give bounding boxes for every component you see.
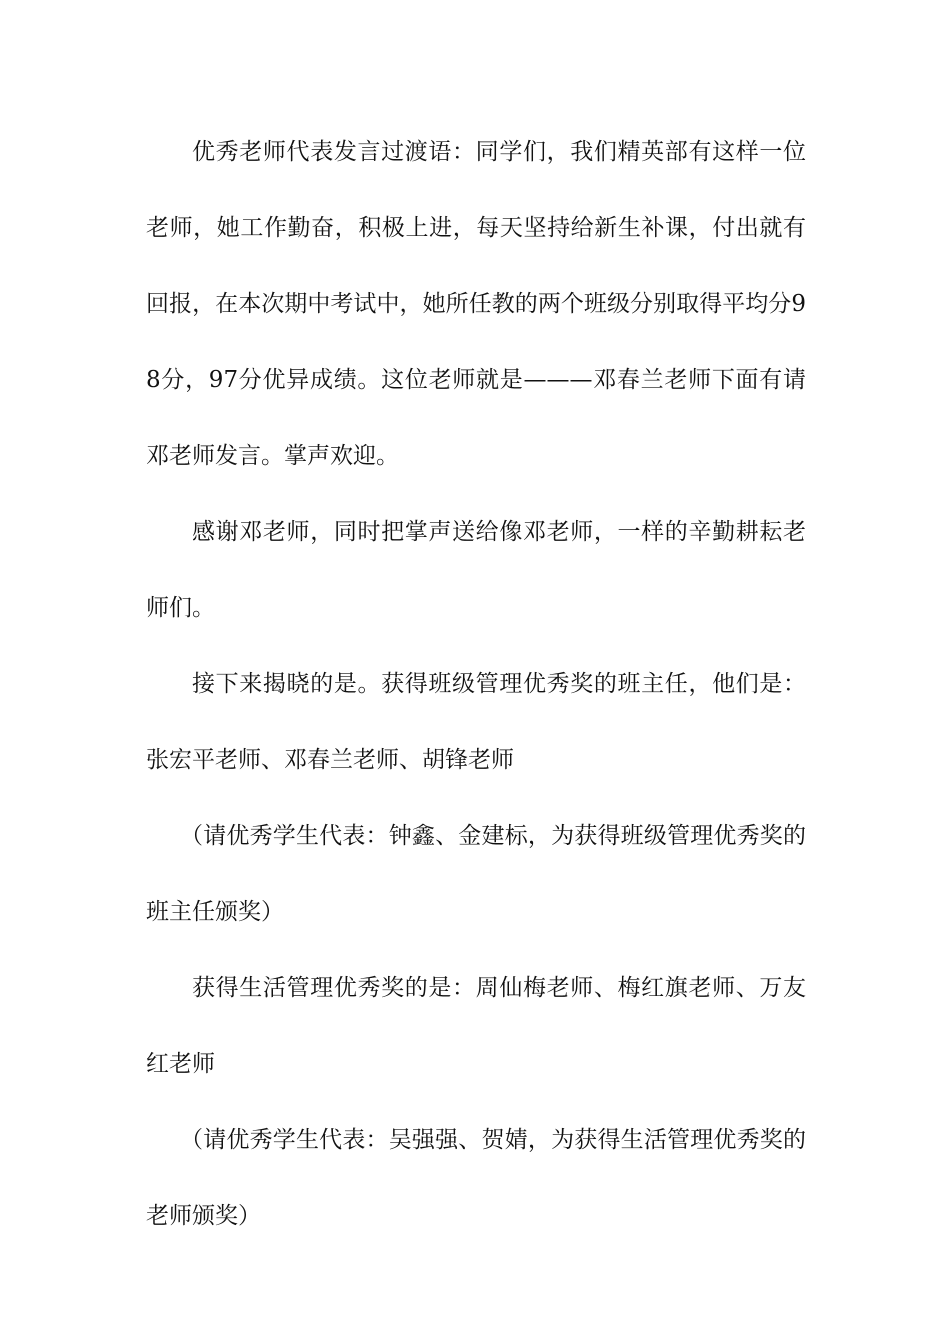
document-body xyxy=(146,114,806,1254)
paragraph-transition-speech: 优秀老师代表发言过渡语：同学们，我们精英部有这样一位老师，她工作勤奋，积极上进，每天坚持给新生补课，付出就有回报，在本次期中考试中，她所任教的两个班级分别取得平均分98分，97分优异成绩。这位老师就是———邓春兰老师下面有请邓老师发言。掌声欢迎。 xyxy=(146,139,806,469)
paragraph-life-management-award: 获得生活管理优秀奖的是：周仙梅老师、梅红旗老师、万友红老师 xyxy=(146,975,806,1077)
paragraph-thanks: 感谢邓老师，同时把掌声送给像邓老师，一样的辛勤耕耘老师们。 xyxy=(146,519,806,621)
paragraph-class-award-presenters: （请优秀学生代表：钟鑫、金建标，为获得班级管理优秀奖的班主任颁奖） xyxy=(146,823,806,925)
paragraph-class-management-award: 接下来揭晓的是。获得班级管理优秀奖的班主任，他们是：张宏平老师、邓春兰老师、胡锋老师 xyxy=(146,671,806,773)
paragraph-life-award-presenters: （请优秀学生代表：吴强强、贺婧，为获得生活管理优秀奖的老师颁奖） xyxy=(146,1127,806,1229)
